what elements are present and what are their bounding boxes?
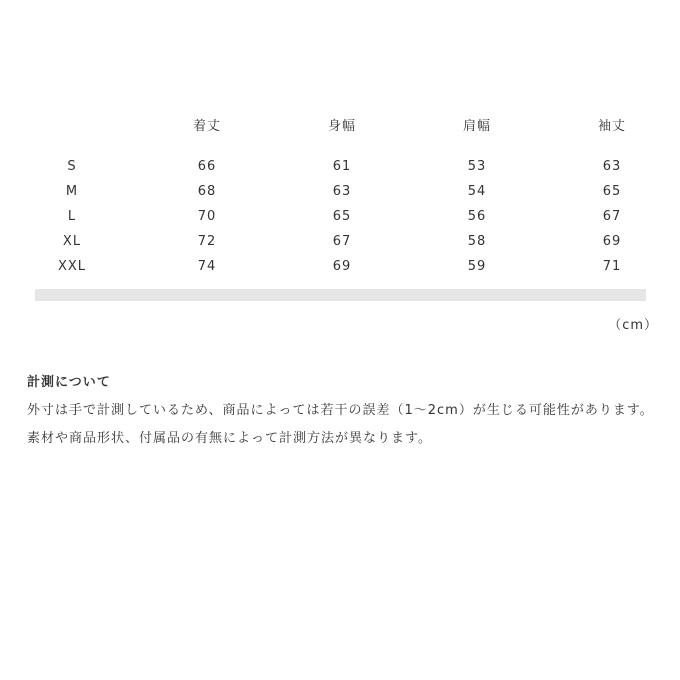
table-row (0, 179, 680, 204)
table-header-row (0, 112, 680, 154)
shoulder-width-value: 59 (467, 259, 487, 274)
size-label: XL (62, 234, 82, 249)
table-row (0, 154, 680, 179)
length-value: 74 (197, 259, 217, 274)
length-value: 68 (197, 184, 217, 199)
body-width-value: 65 (332, 209, 352, 224)
sleeve-length-value: 69 (602, 234, 622, 249)
sleeve-length-value: 65 (602, 184, 622, 199)
table-row (0, 229, 680, 254)
measurement-notes-title: 計測について (27, 375, 111, 390)
header-body-width: 身幅 (327, 119, 356, 134)
body-width-value: 61 (332, 159, 352, 174)
sleeve-length-value: 67 (602, 209, 622, 224)
size-table (0, 112, 680, 279)
sleeve-length-value: 63 (602, 159, 622, 174)
body-width-value: 67 (332, 234, 352, 249)
table-divider-bar (35, 289, 646, 301)
length-value: 66 (197, 159, 217, 174)
length-value: 70 (197, 209, 217, 224)
header-length: 着丈 (192, 119, 221, 134)
sleeve-length-value: 71 (602, 259, 622, 274)
shoulder-width-value: 53 (467, 159, 487, 174)
body-width-value: 69 (332, 259, 352, 274)
size-label: XXL (57, 259, 87, 274)
header-sleeve-length: 袖丈 (597, 119, 626, 134)
length-value: 72 (197, 234, 217, 249)
size-label: L (67, 209, 77, 224)
shoulder-width-value: 54 (467, 184, 487, 199)
size-label: M (65, 184, 79, 199)
header-shoulder-width: 肩幅 (462, 119, 491, 134)
shoulder-width-value: 58 (467, 234, 487, 249)
shoulder-width-value: 56 (467, 209, 487, 224)
measurement-note-line: 素材や商品形状、付属品の有無によって計測方法が異なります。 (27, 431, 432, 446)
table-row (0, 254, 680, 279)
measurement-note-line: 外寸は手で計測しているため、商品によっては若干の誤差（1〜2cm）が生じる可能性があります。 (27, 403, 654, 418)
size-label: S (67, 159, 77, 174)
unit-note: （cm） (608, 318, 658, 333)
body-width-value: 63 (332, 184, 352, 199)
table-row (0, 204, 680, 229)
